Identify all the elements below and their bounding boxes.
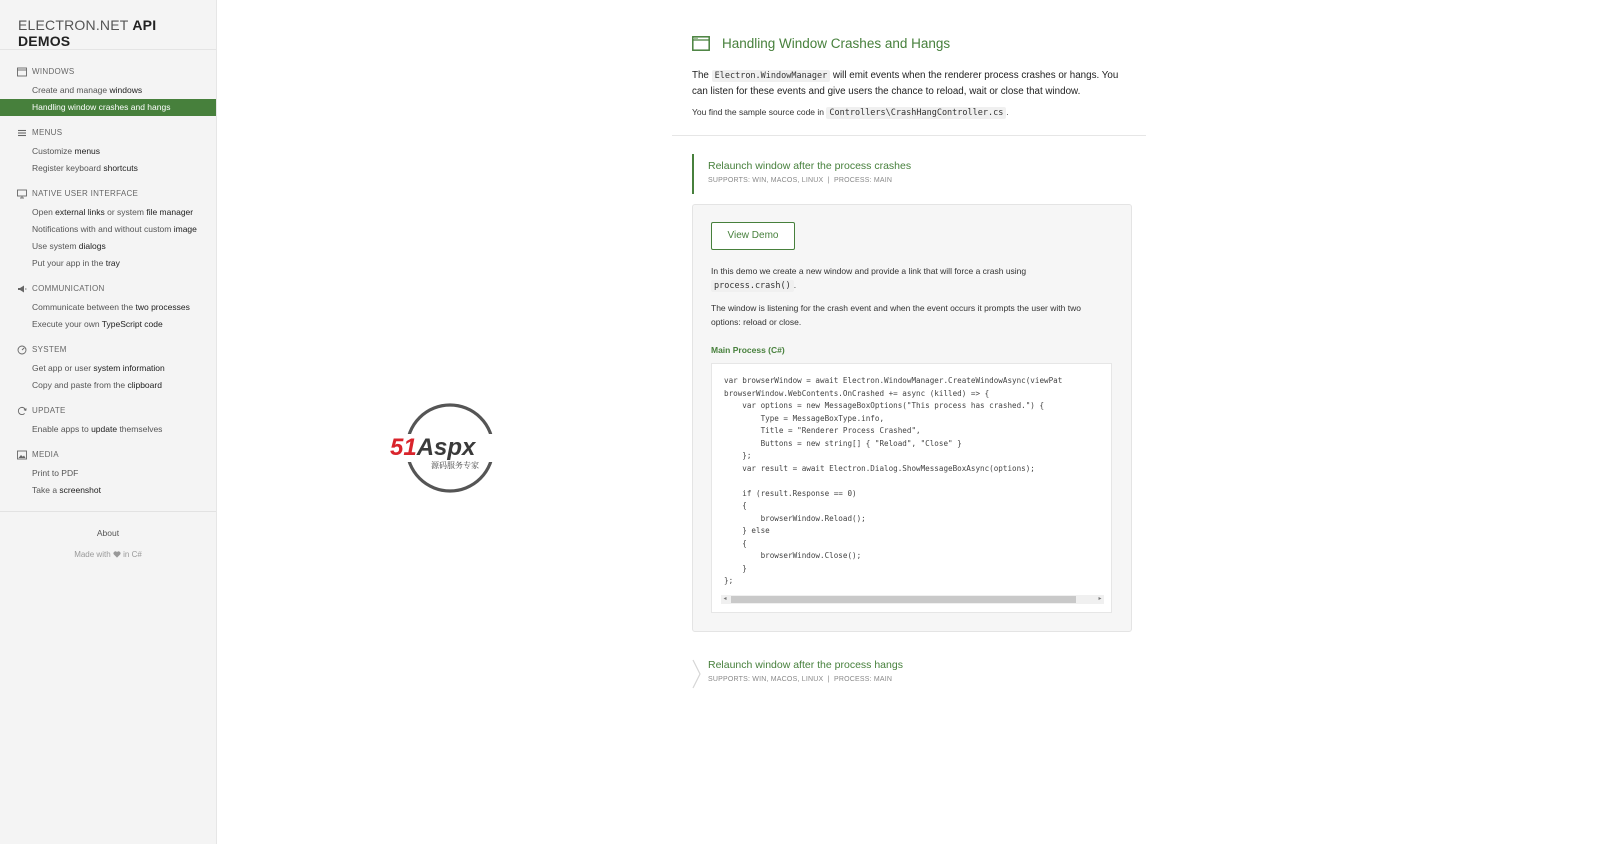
watermark-text: 51Aspx bbox=[390, 434, 476, 461]
heart-icon bbox=[113, 551, 121, 558]
sidebar-item-two-processes[interactable]: Communicate between the two processes bbox=[32, 302, 190, 312]
code-label: Main Process (C#) bbox=[711, 345, 785, 355]
horizontal-scrollbar[interactable] bbox=[721, 595, 1104, 604]
demo-hang-header[interactable] bbox=[692, 659, 1152, 693]
sidebar-item-screenshot[interactable]: Take a screenshot bbox=[32, 485, 101, 495]
sidebar-item-system-info[interactable]: Get app or user system information bbox=[32, 363, 165, 373]
intro-paragraph: The Electron.WindowManager will emit events when the renderer process crashes or hangs. You can listen for these events and give users the chance to reload, wait or close that window. bbox=[692, 70, 1119, 97]
section-header bbox=[672, 30, 1152, 56]
sidebar-item-keyboard-shortcuts[interactable]: Register keyboard shortcuts bbox=[32, 163, 138, 173]
nav-category-label: COMMUNICATION bbox=[32, 284, 105, 293]
refresh-icon bbox=[17, 406, 27, 416]
nav-category-native-ui bbox=[0, 186, 216, 201]
sidebar-item-create-windows[interactable]: Create and manage windows bbox=[32, 85, 143, 95]
sidebar-item-notifications[interactable]: Notifications with and without custom image bbox=[32, 224, 197, 234]
nav-category-system bbox=[0, 342, 216, 357]
nav-category-label: UPDATE bbox=[32, 406, 66, 415]
nav-group-media bbox=[0, 447, 216, 499]
nav-category-communication bbox=[0, 281, 216, 296]
demo-description: In this demo we create a new window and provide a link that will force a crash using process.crash() . bbox=[711, 266, 1027, 291]
nav-group-menus bbox=[0, 125, 216, 177]
inline-code: process.crash() bbox=[711, 280, 794, 292]
demo-description-2: The window is listening for the crash event and when the event occurs it prompts the user with two options: reload or close. bbox=[711, 303, 1081, 327]
nav-category-label: SYSTEM bbox=[32, 345, 67, 354]
code-content: var browserWindow = await Electron.WindowManager.CreateWindowAsync(viewPat browserWindow.WebContents.OnCrashed += async (killed) => { var options = new MessageBoxOptions("This process has crashed.") { Type = MessageBoxType.info, Title = "Renderer Process Crashed", Buttons = new string[] { "Reload", "Close" } }; var result = await Electron.Dialog.ShowMessageBoxAsync(options); if (result.Response == 0) { browserWindow.Reload(); } else { browserWindow.Close(); } }; bbox=[724, 376, 1063, 585]
brand-light: ELECTRON.NET bbox=[18, 17, 129, 33]
nav-group-native-ui bbox=[0, 186, 216, 272]
sidebar-divider bbox=[0, 511, 216, 512]
nav-category-label: MEDIA bbox=[32, 450, 59, 459]
image-icon bbox=[17, 450, 27, 460]
nav-category-label: MENUS bbox=[32, 128, 63, 137]
main-content bbox=[672, 30, 1152, 693]
sidebar-item-clipboard[interactable]: Copy and paste from the clipboard bbox=[32, 380, 162, 390]
sidebar-item-external-links[interactable]: Open external links or system file manager bbox=[32, 207, 194, 217]
demo-meta: SUPPORTS: WIN, MACOS, LINUX | PROCESS: MAIN bbox=[708, 177, 893, 184]
chevron-right-icon bbox=[692, 659, 702, 689]
nav-category-label: NATIVE USER INTERFACE bbox=[32, 189, 139, 198]
watermark-logo bbox=[388, 402, 512, 494]
scroll-right-arrow-icon[interactable]: ▸ bbox=[1098, 596, 1102, 602]
nav-group-communication bbox=[0, 281, 216, 333]
watermark-subtitle: 源码服务专家 bbox=[431, 461, 479, 470]
window-icon bbox=[17, 67, 27, 77]
view-demo-button[interactable]: View Demo bbox=[711, 222, 795, 250]
nav-category-windows bbox=[0, 64, 216, 79]
megaphone-icon bbox=[17, 284, 27, 294]
demo-crash-panel bbox=[692, 204, 1132, 632]
inline-code: Electron.WindowManager bbox=[712, 70, 831, 82]
source-path: Controllers\CrashHangController.cs bbox=[826, 107, 1006, 119]
code-block[interactable] bbox=[711, 363, 1112, 613]
sidebar bbox=[0, 0, 217, 844]
demo-title: Relaunch window after the process hangs bbox=[708, 659, 903, 671]
scroll-left-arrow-icon[interactable]: ◂ bbox=[723, 596, 727, 602]
section-divider bbox=[672, 135, 1146, 136]
sidebar-item-crashes-hangs[interactable]: Handling window crashes and hangs bbox=[0, 99, 216, 116]
sidebar-item-update[interactable]: Enable apps to update themselves bbox=[32, 424, 163, 434]
nav-category-update bbox=[0, 403, 216, 418]
nav-group-update bbox=[0, 403, 216, 438]
monitor-icon bbox=[17, 189, 27, 199]
about-link[interactable]: About bbox=[96, 528, 120, 538]
made-with-note: Made with in C# bbox=[74, 550, 142, 559]
nav-group-windows bbox=[0, 64, 216, 116]
sidebar-item-print-pdf[interactable]: Print to PDF bbox=[32, 468, 79, 478]
demo-crash-header[interactable] bbox=[692, 154, 1152, 194]
sidebar-item-customize-menus[interactable]: Customize menus bbox=[32, 146, 101, 156]
scroll-thumb[interactable] bbox=[731, 596, 1076, 603]
gauge-icon bbox=[17, 345, 27, 355]
demo-title: Relaunch window after the process crashes bbox=[708, 160, 912, 172]
brand-bold: API DEMOS bbox=[18, 17, 157, 49]
source-note: You find the sample source code in Controllers\CrashHangController.cs . bbox=[692, 107, 1009, 118]
page-title: Handling Window Crashes and Hangs bbox=[722, 35, 951, 51]
nav-category-label: WINDOWS bbox=[32, 67, 75, 76]
sidebar-item-tray[interactable]: Put your app in the tray bbox=[32, 258, 120, 268]
brand-title[interactable] bbox=[0, 0, 216, 50]
nav-group-system bbox=[0, 342, 216, 394]
sidebar-item-dialogs[interactable]: Use system dialogs bbox=[32, 241, 106, 251]
nav-category-media bbox=[0, 447, 216, 462]
nav-category-menus bbox=[0, 125, 216, 140]
sidebar-nav bbox=[0, 50, 216, 499]
window-icon bbox=[692, 36, 710, 51]
sidebar-item-typescript[interactable]: Execute your own TypeScript code bbox=[32, 319, 163, 329]
demo-meta: SUPPORTS: WIN, MACOS, LINUX | PROCESS: MAIN bbox=[708, 676, 893, 683]
menu-icon bbox=[17, 128, 27, 138]
